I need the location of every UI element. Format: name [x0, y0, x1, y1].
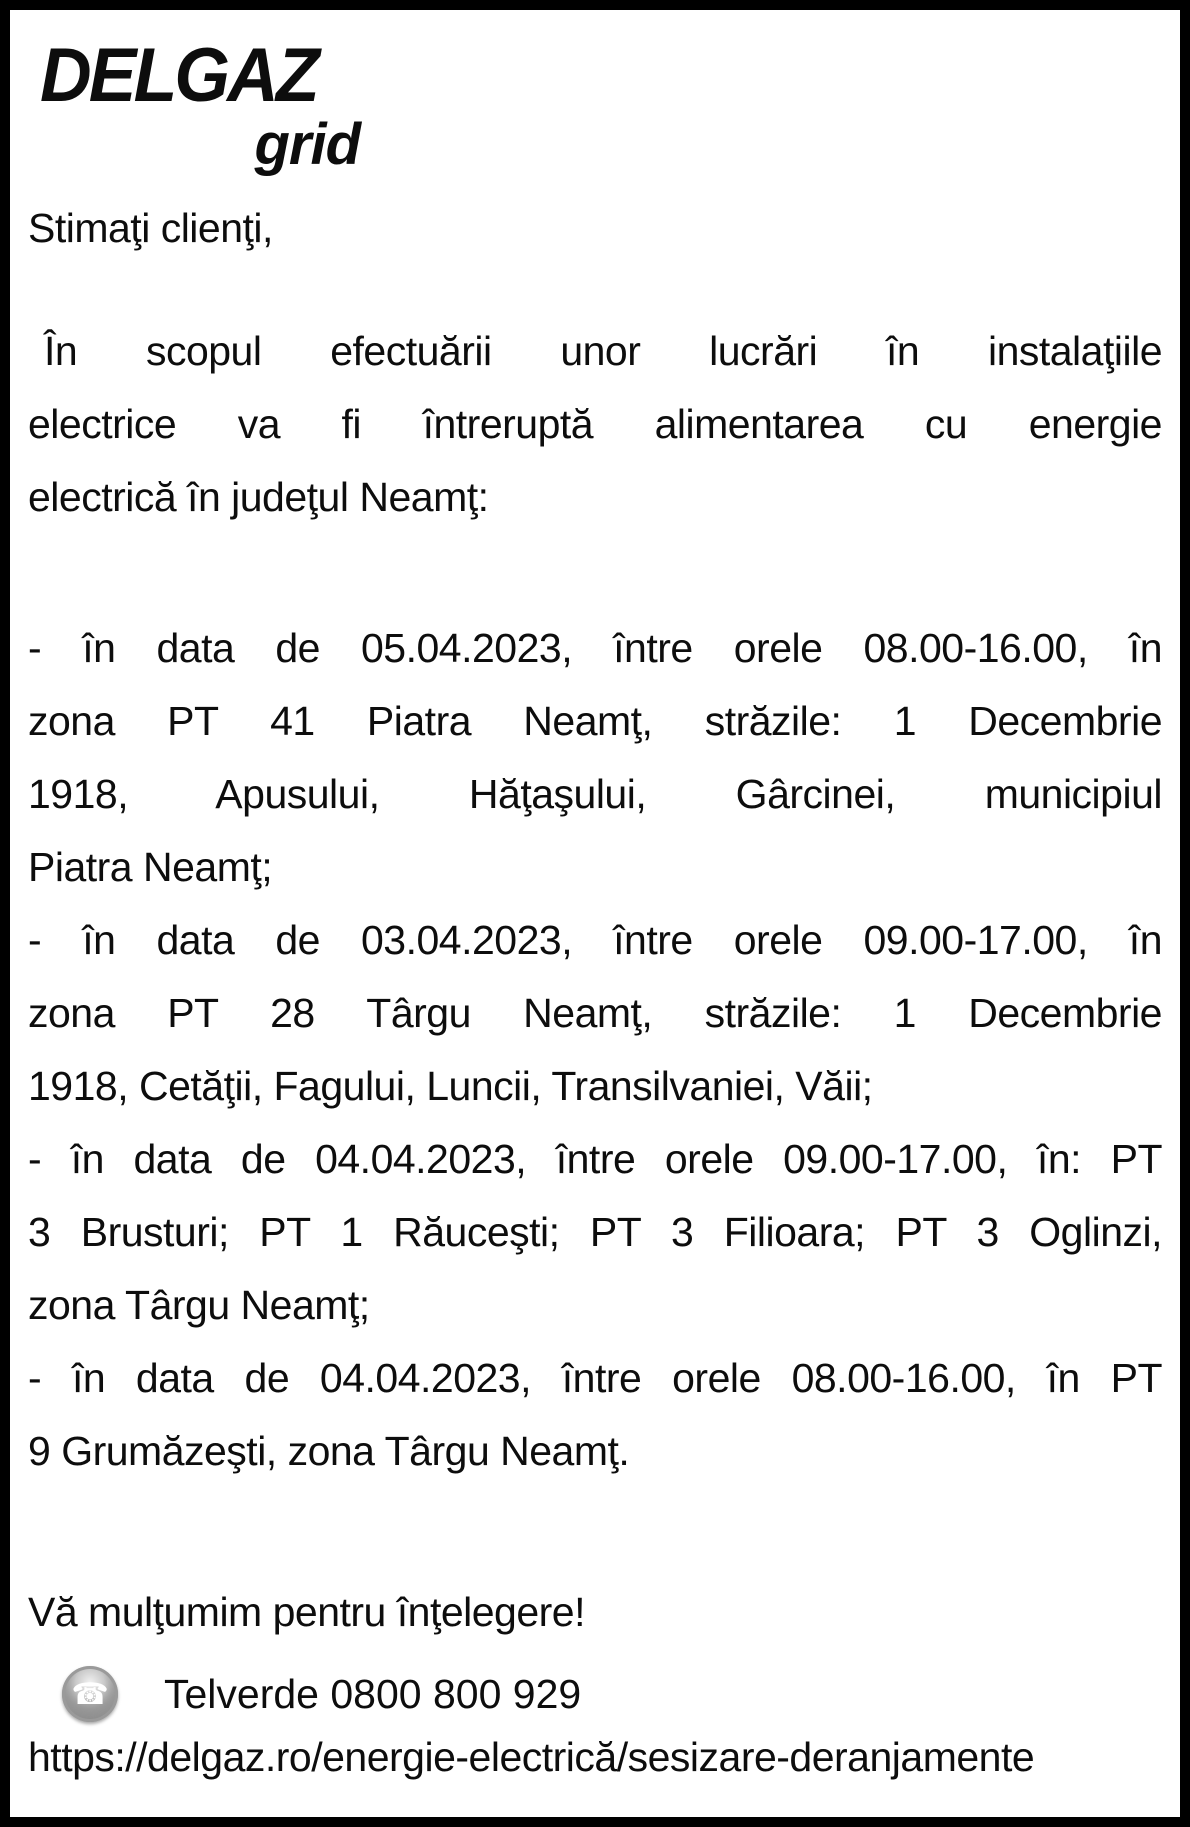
- text-line: zona Târgu Neamţ;: [28, 1282, 370, 1328]
- text-line: electrică în judeţul Neamţ:: [28, 474, 489, 520]
- text-line: 3 Brusturi; PT 1 Răuceşti; PT 3 Filioara; PT 3 Oglinzi,: [28, 1209, 1162, 1255]
- outage-item: [28, 1342, 1162, 1488]
- text-line: 1918, Apusului, Hăţaşului, Gârcinei, municipiul: [28, 771, 1162, 817]
- text-line: - în data de 05.04.2023, între orele 08.00-16.00, în: [28, 625, 1162, 671]
- complaints-url: https://delgaz.ro/energie-electrică/sesizare-deranjamente: [28, 1734, 1035, 1780]
- outage-list: [28, 612, 1162, 1488]
- outage-item: [28, 612, 1162, 904]
- greeting-text: Stimaţi clienţi,: [28, 205, 273, 251]
- phone-contact-row: [62, 1663, 1162, 1725]
- text-line: - în data de 03.04.2023, între orele 09.00-17.00, în: [28, 917, 1162, 963]
- closing-text: Vă mulţumim pentru înţelegere!: [28, 1589, 585, 1635]
- text-line: 1918, Cetăţii, Fagului, Luncii, Transilvaniei, Văii;: [28, 1063, 873, 1109]
- delgaz-logo-grid-label: grid: [254, 112, 360, 177]
- delgaz-logo: [40, 33, 370, 177]
- text-line: Piatra Neamţ;: [28, 844, 273, 890]
- outage-item: [28, 1123, 1162, 1342]
- text-line: electrice va fi întreruptă alimentarea cu energie: [28, 401, 1162, 447]
- telephone-icon: ☎: [62, 1666, 118, 1722]
- text-line: - în data de 04.04.2023, între orele 08.00-16.00, în PT: [28, 1355, 1162, 1401]
- text-line: 9 Grumăzeşti, zona Târgu Neamţ.: [28, 1428, 630, 1474]
- text-line: - în data de 04.04.2023, între orele 09.00-17.00, în: PT: [28, 1136, 1162, 1182]
- outage-item: [28, 904, 1162, 1123]
- intro-paragraph: [28, 315, 1162, 534]
- text-line: zona PT 41 Piatra Neamţ, străzile: 1 Decembrie: [28, 698, 1162, 744]
- phone-number-label: Telverde 0800 800 929: [164, 1670, 582, 1717]
- text-line: zona PT 28 Târgu Neamţ, străzile: 1 Decembrie: [28, 990, 1162, 1036]
- delgaz-logo-wordmark: DELGAZ: [40, 33, 317, 118]
- text-line: În scopul efectuării unor lucrări în instalaţiile: [44, 328, 1162, 374]
